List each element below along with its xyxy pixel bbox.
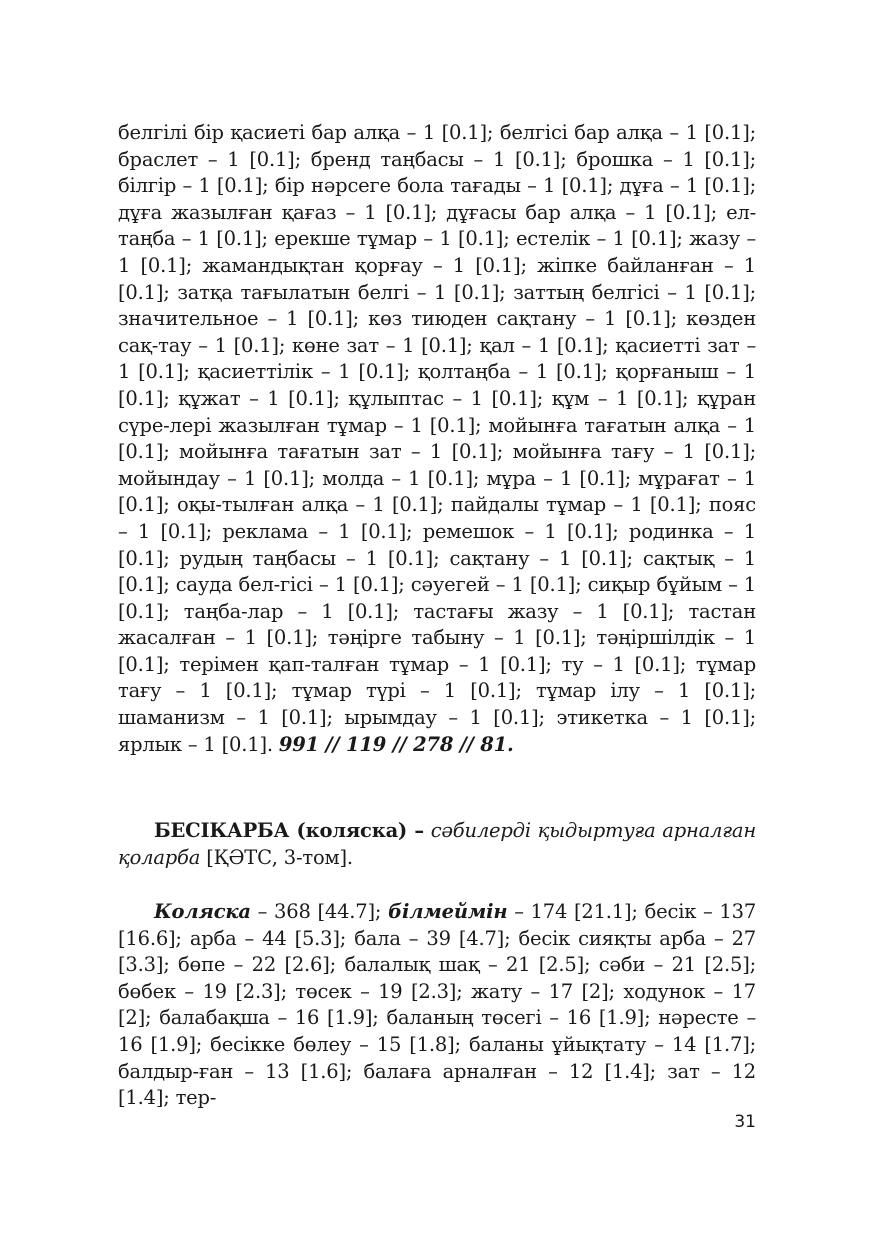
page-number: 31 [734,1112,756,1132]
response-list-continued: белгілі бір қасиеті бар алқа – 1 [0.1]; белгісі бар алқа – 1 [0.1]; браслет – 1 [0.1]; бренд таңбасы – 1 [0.1]; брошка – 1 [0.1]; білгір – 1 [0.1]; бір нәрсеге бола тағады – 1 [0.1]; дұға – 1 [0.1]; дұға жазылған қағаз – 1 [0.1]; дұғасы бар алқа – 1 [0.1]; ел-таңба – 1 [0.1]; ерекше тұмар – 1 [0.1]; естелік – 1 [0.1]; жазу – 1 [0.1]; жамандықтан қорғау – 1 [0.1]; жіпке байланған – 1 [0.1]; затқа тағылатын белгі – 1 [0.1]; заттың белгісі – 1 [0.1]; значительное – 1 [0.1]; көз тиюден сақтану – 1 [0.1]; көзден сақ-тау – 1 [0.1]; көне зат – 1 [0.1]; қал – 1 [0.1]; қасиетті зат – 1 [0.1]; қасиеттілік – 1 [0.1]; қолтаңба – 1 [0.1]; қорғаныш – 1 [0.1]; құжат – 1 [0.1]; құлыптас – 1 [0.1]; құм – 1 [0.1]; құран сүре-лері жазылған тұмар – 1 [0.1]; мойынға тағатын алқа – 1 [0.1]; мойынға тағатын зат – 1 [0.1]; мойынға тағу – 1 [0.1]; мойындау – 1 [0.1]; молда – 1 [0.1]; мұра – 1 [0.1]; мұрағат – 1 [0.1]; оқы-тылған алқа – 1 [0.1]; пайдалы тұмар – 1 [0.1]; пояс – 1 [0.1]; реклама – 1 [0.1]; ремешок – 1 [0.1]; родинка – 1 [0.1]; рудың таңбасы – 1 [0.1]; сақтану – 1 [0.1]; сақтық – 1 [0.1]; сауда бел-гісі – 1 [0.1]; сәуегей – 1 [0.1]; сиқыр бұйым – 1 [0.1]; таңба-лар – 1 [0.1]; тастағы жазу – 1 [0.1]; тастан жасалған – 1 [0.1]; тәңірге табыну – 1 [0.1]; тәңіршілдік – 1 [0.1]; терімен қап-талған тұмар – 1 [0.1]; ту – 1 [0.1]; тұмар тағу – 1 [0.1]; тұмар түрі – 1 [0.1]; тұмар ілу – 1 [0.1]; шаманизм – 1 [0.1]; ырымдау – 1 [0.1]; этикетка – 1 [0.1]; ярлык – 1 [0.1]. [118,121,756,756]
entry-definition: сәбилерді қыдыртуға арналған қоларба [118,819,756,869]
entry-source: [ҚӘТС, 3-том]. [206,845,353,869]
entry-headword: БЕСІКАРБА (коляска) – [154,819,424,842]
response-totals: 991 // 119 // 278 // 81. [278,732,514,756]
continued-paragraph [118,120,756,758]
dont-know-response: білмеймін [388,900,508,923]
response-list: – 174 [21.1]; бесік – 137 [16.6]; арба – 44 [5.3]; бала – 39 [4.7]; бесік сияқты арба – 27 [3.3]; бөпе – 22 [2.6]; балалық шақ – 21 [2.5]; сәби – 21 [2.5]; бөбек – 19 [2.3]; төсек – 19 [2.3]; жату – 17 [2]; ходунок – 17 [2]; балабақша – 16 [1.9]; баланың төсегі – 16 [1.9]; нәресте – 16 [1.9]; бесікке бөлеу – 15 [1.8]; баланы ұйықтату – 14 [1.7]; балдыр-ған – 13 [1.6]; балаға арналған – 12 [1.4]; зат – 12 [1.4]; тер- [118,900,757,1110]
responses-paragraph [118,899,756,1112]
top-response-value: – 368 [44.7]; [257,900,382,923]
dictionary-entry [118,818,756,871]
top-response-word: Коляска [154,900,251,923]
